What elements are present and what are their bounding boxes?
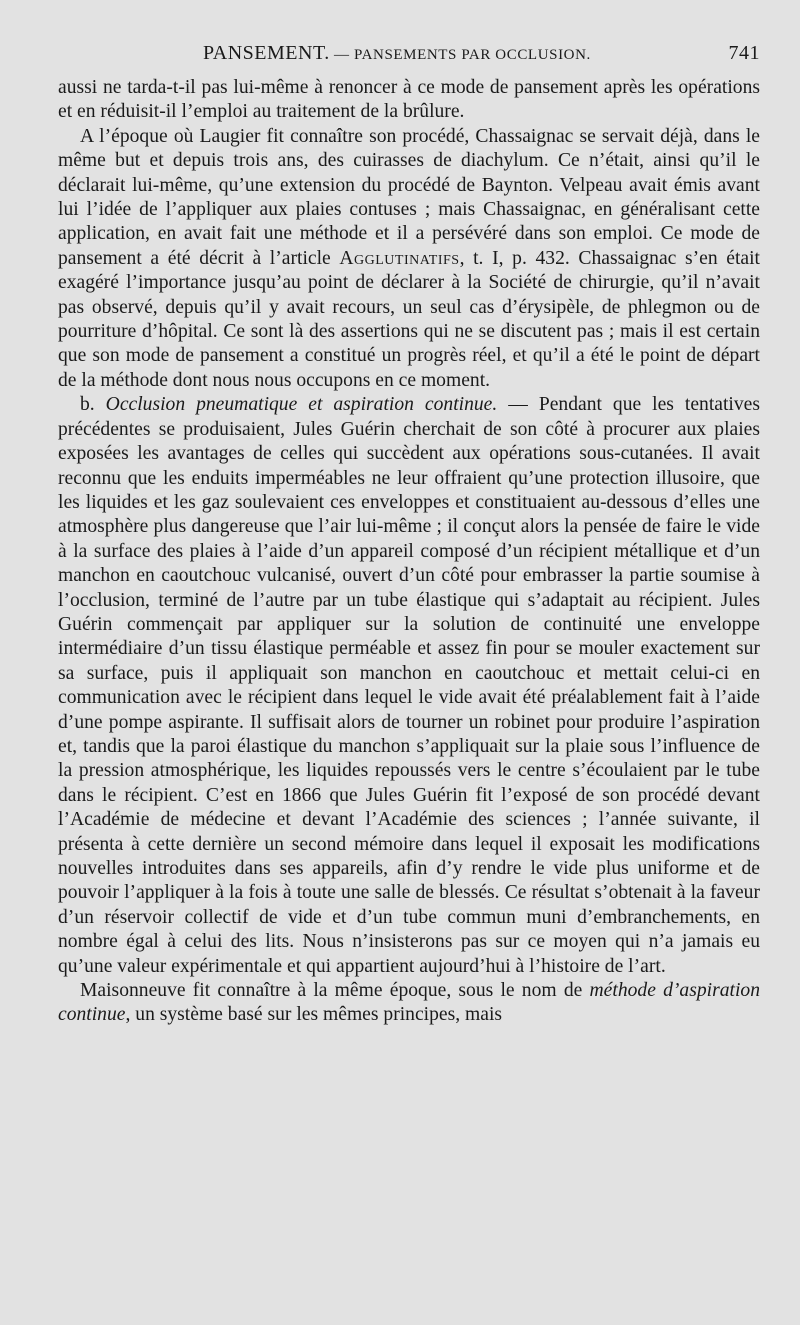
section-heading: Occlusion pneumatique et aspiration continue. <box>105 394 498 416</box>
running-title-sub: PANSEMENTS PAR OCCLUSION. <box>354 47 591 63</box>
paragraph-chassaignac-part1: A l’époque où Laugier fit connaître son procédé, Chassaignac se servait déjà, dans le même but et depuis trois ans, des cuirasses de diachylum. Ce n’était, ainsi qu’il le déclarait lui-même, qu’une extension du procédé de Baynton. Velpeau avait émis avant lui l’idée de l’appliquer aux plaies contuses ; mais Chassaignac, en généralisant cette application, en avait fait une méthode et il a persévéré dans son emploi. Ce mode de pansement a été décrit à l’article <box>58 125 760 269</box>
page-number: 741 <box>728 42 760 64</box>
paragraph-maisonneuve-part1: Maisonneuve fit connaître à la même époque, sous le nom de <box>80 980 590 1002</box>
paragraph-occlusion-pneumatique <box>58 393 760 979</box>
paragraph-maisonneuve <box>58 979 760 1028</box>
paragraph-continued: aussi ne tarda-t-il pas lui-même à renoncer à ce mode de pansement après les opérations et en réduisit-il l’emploi au traitement de la brûlure. <box>58 77 760 123</box>
method-name: méthode d’aspiration continue <box>58 980 760 1026</box>
running-title-main: PANSEMENT. <box>203 42 330 64</box>
running-title-separator: — <box>329 47 355 63</box>
paragraph-occlusion-body: — Pendant que les tentatives précédentes se produisaient, Jules Guérin cherchait de son côté à procurer aux plaies exposées les avantages de celles qui succèdent aux opérations sous-cutanées. Il avait reconnu que les enduits imperméables ne leur offraient qu’une protection illusoire, que les liquides et les gaz soulevaient ces enveloppes et constituaient au-dessous d’elles une atmosphère plus dangereuse que l’air lui-même ; il conçut alors la pensée de faire le vide à la surface des plaies à l’aide d’un appareil composé d’un récipient métallique et d’un manchon en caoutchouc vulcanisé, ouvert d’un côté pour embrasser la partie soumise à l’occlusion, terminé de l’autre par un tube élastique qui s’adaptait au récipient. Jules Guérin commençait par appliquer sur la solution de continuité une enveloppe intermédiaire d’un tissu élastique perméable et assez fin pour se mouler exactement sur sa surface, puis il appliquait son manchon en caoutchouc et mettait celui-ci en communication avec le récipient dans lequel le vide avait été préalablement fait à l’aide d’une pompe aspirante. Il suffisait alors de tourner un robinet pour produire l’aspiration et, tandis que la paroi élastique du manchon s’appliquait sur la plaie sous l’influence de la pression atmosphérique, les liquides repoussés vers le centre s’écoulaient par le tube dans le récipient. C’est en 1866 que Jules Guérin fit l’exposé de son procédé devant l’Académie de médecine et devant l’Académie des sciences ; l’année suivante, il présenta à cette dernière un second mémoire dans lequel il exposait les modifications nouvelles introduites dans ses appareils, afin d’y rendre le vide plus uniforme et de pouvoir l’appliquer à la fois à toute une salle de blessés. Ce résultat s’obtenait à la faveur d’un réservoir collectif de vide et d’un tube commun muni d’embranchements, en nombre égal à celui des lits. Nous n’insisterons pas sur ce moyen qui n’a jamais eu qu’une valeur expérimentale et qui appartient aujourd’hui à l’histoire de l’art. <box>58 394 760 977</box>
cross-reference-agglutinatifs: Agglutinatifs <box>339 247 460 269</box>
paragraph-chassaignac <box>58 125 760 393</box>
paragraph-chassaignac-part2: , t. I, p. 432. Chassaignac s’en était exagéré l’importance jusqu’au point de déclarer à la Société de chirurgie, qu’il n’avait pas observé, depuis qu’il y avait recours, un seul cas d’érysipèle, de phlegmon ou de pourriture d’hôpital. Ce sont là des assertions qui ne se discutent pas ; mais il est certain que son mode de pansement a constitué un progrès réel, et qu’il a été le point de départ de la méthode dont nous nous occupons en ce moment. <box>58 247 760 391</box>
running-title <box>203 42 591 65</box>
section-label: b. <box>80 394 95 416</box>
running-header <box>58 40 760 74</box>
paragraph-maisonneuve-part2: , un système basé sur les mêmes principes, mais <box>125 1004 503 1026</box>
body-text <box>58 76 760 1028</box>
